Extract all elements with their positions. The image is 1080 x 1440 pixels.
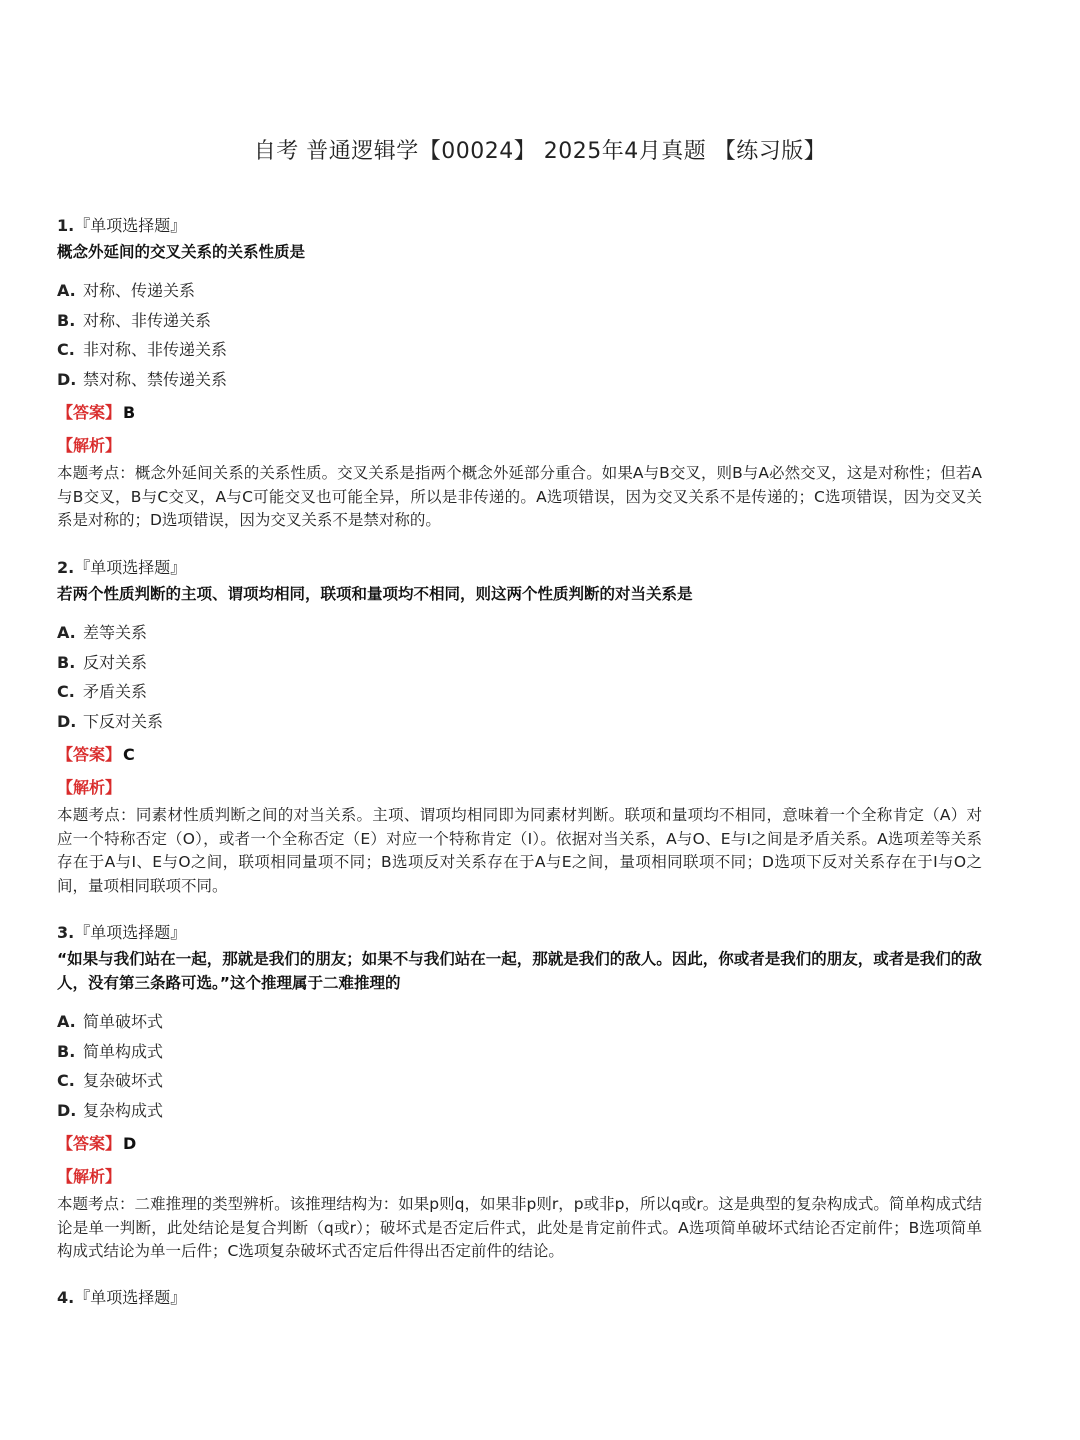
question-stem: 若两个性质判断的主项、谓项均相同，联项和量项均不相同，则这两个性质判断的对当关系是 (57, 585, 693, 603)
question-3 (57, 921, 982, 1264)
analysis-text: 本题考点：概念外延间关系的关系性质。交叉关系是指两个概念外延部分重合。如果A与B交叉，则B与A必然交叉，这是对称性；但若A与B交叉，B与C交叉，A与C可能交叉也可能全异，所以是非传递的。A选项错误，因为交叉关系不是传递的；C选项错误，因为交叉关系是对称的；D选项错误，因为交叉关系不是禁对称的。 (57, 464, 982, 529)
option-letter: C. (57, 682, 75, 701)
answer-line (57, 1129, 982, 1159)
option-b (57, 648, 982, 678)
question-type: 『单项选择题』 (74, 216, 187, 235)
analysis-label: 【解析】 (57, 436, 122, 455)
option-a (57, 276, 982, 306)
option-c (57, 1066, 982, 1096)
option-text: 对称、非传递关系 (83, 310, 212, 330)
question-header (57, 556, 982, 580)
option-c (57, 335, 982, 365)
question-number: 3. (57, 923, 75, 942)
option-letter: A. (57, 623, 76, 642)
option-list (57, 1007, 982, 1125)
option-letter: D. (57, 711, 77, 731)
option-letter: D. (57, 369, 77, 389)
option-text: 下反对关系 (83, 711, 164, 731)
option-b (57, 306, 982, 336)
option-a (57, 618, 982, 648)
option-text: 差等关系 (83, 623, 148, 642)
document-title: 自考 普通逻辑学【00024】 2025年4月真题 【练习版】 (253, 139, 827, 164)
answer-line (57, 740, 982, 770)
option-list (57, 618, 982, 736)
question-header (57, 921, 982, 945)
question-stem: “如果与我们站在一起，那就是我们的朋友；如果不与我们站在一起，那就是我们的敌人。因此，你或者是我们的朋友，或者是我们的敌人，没有第三条路可选。”这个推理属于二难推理的 (57, 950, 982, 992)
analysis-text: 本题考点：同素材性质判断之间的对当关系。主项、谓项均相同即为同素材判断。联项和量项均不相同，意味着一个全称肯定（A）对应一个特称否定（O），或者一个全称否定（E）对应一个特称肯定（I）。依据对当关系，A与O、E与I之间是矛盾关系。A选项差等关系存在于A与I、E与O之间，联项相同量项不同；B选项反对关系存在于A与E之间，量项相同联项不同；D选项下反对关系存在于I与O之间，量项相同联项不同。 (57, 806, 982, 895)
option-text: 非对称、非传递关系 (83, 340, 228, 359)
question-number: 1. (57, 216, 75, 235)
question-header (57, 214, 982, 238)
question-type: 『单项选择题』 (74, 1288, 187, 1307)
option-letter: A. (57, 281, 76, 300)
option-a (57, 1007, 982, 1037)
answer-value: D (123, 1134, 137, 1153)
option-letter: A. (57, 1012, 76, 1031)
question-4 (57, 1286, 982, 1310)
question-type: 『单项选择题』 (74, 923, 187, 942)
question-number: 2. (57, 558, 75, 577)
option-letter: C. (57, 340, 75, 359)
option-b (57, 1037, 982, 1067)
question-2 (57, 556, 982, 898)
answer-value: B (123, 403, 136, 422)
option-d (57, 365, 982, 395)
option-letter: B. (57, 652, 76, 672)
analysis-label: 【解析】 (57, 1167, 122, 1186)
analysis-label: 【解析】 (57, 778, 122, 797)
question-1 (57, 214, 982, 533)
answer-line (57, 398, 982, 428)
option-letter: B. (57, 1041, 76, 1061)
option-d (57, 707, 982, 737)
question-stem: 概念外延间的交叉关系的关系性质是 (57, 243, 306, 261)
option-text: 对称、传递关系 (83, 281, 196, 300)
option-text: 反对关系 (83, 652, 148, 672)
option-list (57, 276, 982, 394)
question-header (57, 1286, 982, 1310)
question-number: 4. (57, 1288, 75, 1307)
option-letter: D. (57, 1100, 77, 1120)
option-d (57, 1096, 982, 1126)
answer-label: 【答案】 (57, 1134, 122, 1153)
option-text: 简单构成式 (83, 1041, 164, 1061)
analysis-text: 本题考点：二难推理的类型辨析。该推理结构为：如果p则q，如果非p则r，p或非p，所以q或r。这是典型的复杂构成式。简单构成式结论是单一判断，此处结论是复合判断（q或r）；破坏式是否定后件式，此处是肯定前件式。A选项简单破坏式结论否定前件；B选项简单构成式结论为单一后件；C选项复杂破坏式否定后件得出否定前件的结论。 (57, 1195, 982, 1260)
answer-label: 【答案】 (57, 403, 122, 422)
option-text: 复杂破坏式 (83, 1071, 164, 1090)
option-letter: B. (57, 310, 76, 330)
answer-label: 【答案】 (57, 745, 122, 764)
answer-value: C (123, 745, 135, 764)
option-text: 简单破坏式 (83, 1012, 164, 1031)
question-type: 『单项选择题』 (74, 558, 187, 577)
option-letter: C. (57, 1071, 75, 1090)
option-text: 复杂构成式 (83, 1100, 164, 1120)
option-text: 矛盾关系 (83, 682, 148, 701)
option-text: 禁对称、禁传递关系 (83, 369, 228, 389)
option-c (57, 677, 982, 707)
